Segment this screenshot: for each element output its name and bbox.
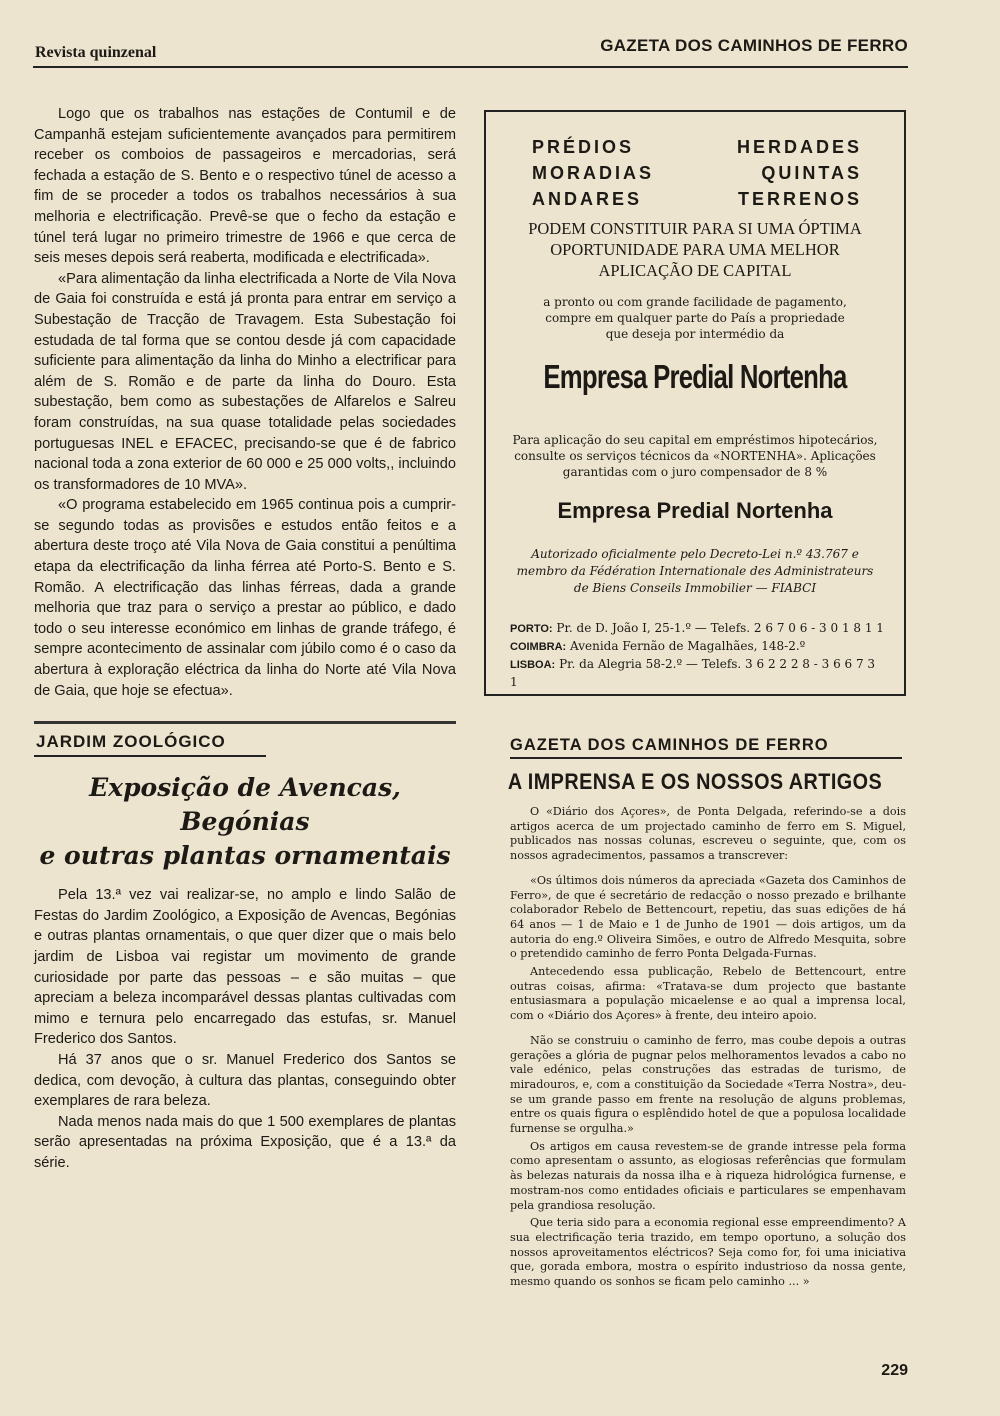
ad-grid-item: HERDADES bbox=[736, 137, 862, 157]
article-paragraph: Não se construiu o caminho de ferro, mas coube depois a outras gerações a glória de pugnar pelos melhoramentos levados a cabo no vale edénico, pelas construções das estradas de turismo, de miradouros, e, com a constituição da Sociedade «Terra Nostra», deu-se um grande passo em frente na resolução de alguns problemas, entre os quais figura o esplêndido hotel de que a populosa localidade furnense se orgulha.» bbox=[510, 1033, 906, 1136]
ad-contact-text: Avenida Fernão de Magalhães, 148-2.º bbox=[570, 639, 806, 653]
ad-grid-item: ANDARES bbox=[532, 189, 643, 209]
left-column bbox=[34, 104, 456, 1174]
ad-contact-row bbox=[510, 620, 884, 638]
electrification-article bbox=[34, 104, 456, 701]
article-paragraph: Logo que os trabalhos nas estações de Contumil e de Campanhã estejam suficientemente avançados para permitirem receber os comboios de passageiros e mercadorias, será fechada a estação de S. Bento e o respectivo túnel de acesso a fim de se proceder a todos os trabalhos necessários à sua melhoria e electrificação. Prevê-se que o fecho da estação e túnel terá lugar no primeiro trimestre de 1966 e que cerca de seis meses depois será reaberta, modificada e electrificada». bbox=[34, 106, 456, 267]
article-paragraph: «O programa estabelecido em 1965 continua pois a cumprir-se segundo todas as provisões e estudos então feitos e a abertura deste troço até Vila Nova de Gaia constitui a penúltima etapa da electrificação da linha férrea até Porto-S. Bento e S. Romão. A electrificação das linhas férreas, dada a grande melhoria que traz para o serviço a prestar ao público, e dado todo o seu interesse económico em linhas de grande tráfego, é sempre acontecimento de assinalar com júbilo como é o caso da abertura à exploração eléctrica da linha do Norte até Vila Nova de Gaia, que hoje se efectua». bbox=[34, 497, 456, 699]
ad-grid-item: PRÉDIOS bbox=[532, 137, 635, 157]
ad-brand-logo: Empresa Predial Nortenha bbox=[543, 358, 847, 395]
article-paragraph: Nada menos nada mais do que 1 500 exemplares de plantas serão apresentadas na próxima Exposição, que é a 13.ª da série. bbox=[34, 1113, 456, 1171]
article-paragraph: Há 37 anos que o sr. Manuel Frederico dos Santos se dedica, com devoção, à cultura das plantas, conseguindo obter exemplares de rara beleza. bbox=[34, 1051, 456, 1110]
article-paragraph: «Os últimos dois números da apreciada «Gazeta dos Caminhos de Ferro», de que é secretário de redacção o nosso prezado e brilhante colaborador Rebelo de Bettencourt, repetiu, das suas edições de há 64 anos — 1 de Maio e 1 de Junho de 1901 — dois artigos, um da autoria do eng.º Oliveira Simões, e outro de Alfredo Mesquita, sobre o pretendido caminho de ferro Ponta Delgada-Furnas. bbox=[510, 873, 906, 961]
ad-contact-city: PORTO: bbox=[510, 623, 553, 635]
zoo-section-underline bbox=[34, 755, 266, 757]
header-rule bbox=[33, 66, 908, 68]
ad-grid-item: MORADIAS bbox=[532, 163, 654, 183]
ad-payment-text: a pronto ou com grande facilidade de pagamento, compre em qualquer parte do País a propriedade que deseja por intermédio da bbox=[543, 295, 847, 341]
header-left: Revista quinzenal bbox=[35, 44, 157, 61]
article-paragraph: Pela 13.ª vez vai realizar-se, no amplo e lindo Salão de Festas do Jardim Zoológico, a Exposição de Avencas, Begónias e outras plantas ornamentais, o que quer dizer que o mais belo jardim de Lisboa vai registar um movimento de grande curiosidade por parte das pessoas – e são muitas – que apreciam a beleza incomparável dessas plantas cultivadas com mimo e ternura pelo encarregado das estufas, sr. Manuel Frederico dos Santos. bbox=[34, 887, 456, 1048]
zoo-title-line: Exposição de Avencas, Begónias bbox=[89, 773, 401, 837]
zoo-section-label: JARDIM ZOOLÓGICO bbox=[36, 732, 226, 752]
ad-contacts bbox=[510, 620, 884, 691]
article-paragraph: Que teria sido para a economia regional esse empreendimento? A sua electrificação teria trazido, em tempo oportuno, a solução dos nossos aproveitamentos eléctricos? Seja como for, foi uma iniciativa que, gorada embora, mostra o espírito industrioso da nossa gente, mesmo quando os sonhos se ficam pelo caminho ... » bbox=[510, 1216, 906, 1289]
ad-authorization-text: Autorizado oficialmente pelo Decreto-Lei n.º 43.767 e membro da Fédération Internationale des Administrateurs de Biens Conseils Immobilier — FIABCI bbox=[516, 547, 874, 595]
zoo-article-body bbox=[34, 885, 456, 1173]
ad-contact-city: LISBOA: bbox=[510, 659, 556, 671]
ad-lead-text: PODEM CONSTITUIR PARA SI UMA ÓPTIMA OPORTUNIDADE PARA UMA MELHOR APLICAÇÃO DE CAPITAL bbox=[528, 219, 862, 280]
ad-grid-item: QUINTAS bbox=[761, 163, 862, 183]
press-article-body bbox=[510, 805, 906, 1290]
section-divider bbox=[34, 721, 456, 724]
article-paragraph: Os artigos em causa revestem-se de grande intresse pela forma como apresentam o assunto, as elogiosas referências que formulam às belezas naturais da nossa ilha e à riqueza hidrológica furnense, e mostram-nos como entidades oficiais e particulares se empenhavam pela grandiosa resolução. bbox=[510, 1139, 906, 1212]
header-right: GAZETA DOS CAMINHOS DE FERRO bbox=[600, 36, 908, 55]
ad-contact-row bbox=[510, 638, 884, 656]
zoo-article-title bbox=[34, 771, 456, 873]
ad-contact-row bbox=[510, 656, 884, 691]
article-paragraph: «Para alimentação da linha electrificada a Norte de Vila Nova de Gaia foi construída e está já pronta para entrar em serviço a Subestação de Tracção de Travagem. Esta Subestação foi estudada de tal forma que se contou desde já com capacidade suficiente para alimentação da linha do Minho a electrificar para além de S. Romão e de parte da linha do Douro. Esta subestação, bem como as subestações de Alfarelos e Salreu foram construídas, na sua quase totalidade pelas sociedades portuguesas INEL e EFACEC, precisando-se que é de fabrico nacional toda a zona exterior de 60 000 e 25 000 volts,, incluindo os transformadores de 10 MVA». bbox=[34, 270, 456, 493]
ad-property-grid bbox=[532, 134, 862, 212]
ad-contact-city: COIMBRA: bbox=[510, 641, 567, 653]
ad-contact-text: Pr. de D. João I, 25-1.º — Telefs. 2 6 7 0 6 - 3 0 1 8 1 1 bbox=[556, 621, 884, 635]
ad-brand-name: Empresa Predial Nortenha bbox=[557, 498, 833, 523]
ad-contact-text: Pr. da Alegria 58-2.º — Telefs. 3 6 2 2 2 8 - 3 6 6 7 3 1 bbox=[510, 657, 876, 689]
ad-grid-item: TERRENOS bbox=[737, 189, 862, 209]
zoo-title-line: e outras plantas ornamentais bbox=[39, 841, 451, 871]
press-section-label: GAZETA DOS CAMINHOS DE FERRO bbox=[510, 736, 902, 759]
article-paragraph: Antecedendo essa publicação, Rebelo de Bettencourt, entre outras coisas, afirma: «Tratava-se dum projecto que bastante entusiasmara a população micaelense e ao qual a imprensa local, com o «Diário dos Açores» à frente, deu inteiro apoio. bbox=[510, 965, 906, 1023]
ad-loans-text: Para aplicação do seu capital em empréstimos hipotecários, consulte os serviços técnicos da «NORTENHA». Aplicações garantidas com o juro compensador de 8 % bbox=[512, 433, 878, 479]
article-paragraph: O «Diário dos Açores», de Ponta Delgada, referindo-se a dois artigos acerca de um projectado caminho de ferro em S. Miguel, publicados nas nossas colunas, escreveu o seguinte, que, com os nossos agradecimentos, passamos a transcrever: bbox=[510, 805, 906, 863]
page-number: 229 bbox=[881, 1362, 908, 1379]
real-estate-advertisement bbox=[484, 110, 906, 696]
right-column bbox=[484, 736, 906, 1293]
press-article-title: A IMPRENSA E OS NOSSOS ARTIGOS bbox=[507, 769, 883, 794]
